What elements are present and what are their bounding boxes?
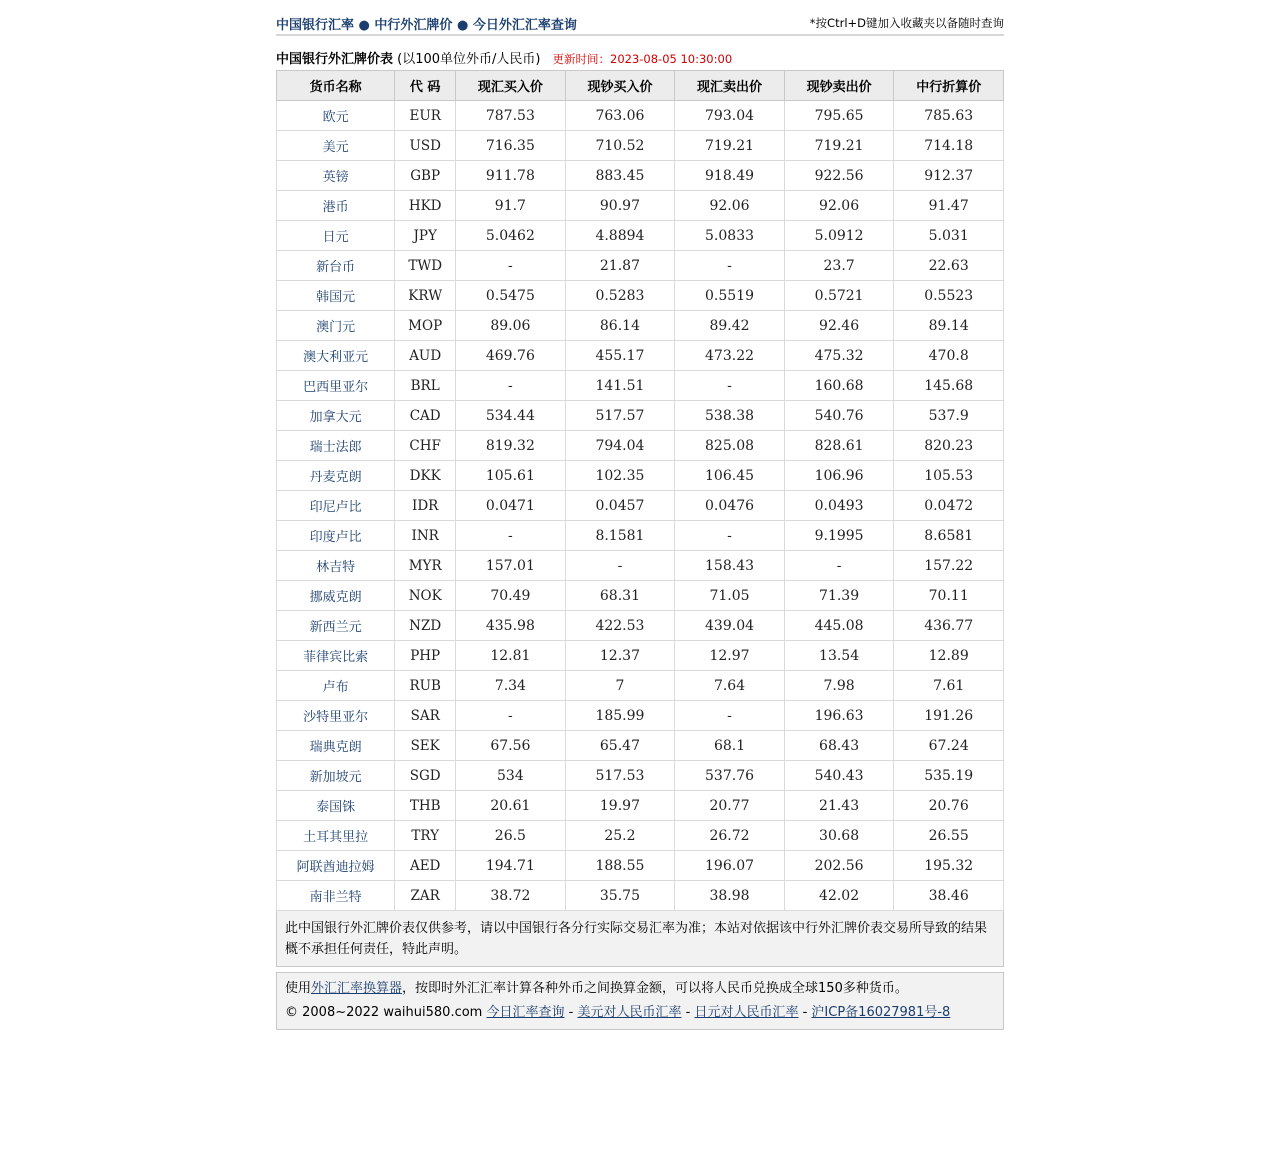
boc-middle-price: 436.77 xyxy=(894,611,1004,641)
cash-sell-price: - xyxy=(784,551,894,581)
header-cash-buy: 现钞买入价 xyxy=(565,71,675,101)
boc-middle-price: 785.63 xyxy=(894,101,1004,131)
cash-buy-price: - xyxy=(565,551,675,581)
boc-middle-price: 70.11 xyxy=(894,581,1004,611)
table-row xyxy=(277,221,1004,251)
cash-sell-price: 719.21 xyxy=(784,131,894,161)
currency-name-link[interactable]: 港币 xyxy=(277,191,395,221)
currency-code: SGD xyxy=(395,761,456,791)
cash-sell-price: 196.63 xyxy=(784,701,894,731)
currency-code: MYR xyxy=(395,551,456,581)
cash-sell-price: 68.43 xyxy=(784,731,894,761)
currency-code: BRL xyxy=(395,371,456,401)
spot-buy-price: 534.44 xyxy=(456,401,566,431)
table-row xyxy=(277,671,1004,701)
table-row xyxy=(277,131,1004,161)
table-row xyxy=(277,761,1004,791)
spot-sell-price: 196.07 xyxy=(675,851,785,881)
spot-sell-price: 71.05 xyxy=(675,581,785,611)
currency-name-link[interactable]: 阿联酋迪拉姆 xyxy=(277,851,395,881)
cash-buy-price: 35.75 xyxy=(565,881,675,911)
currency-code: SAR xyxy=(395,701,456,731)
table-header-row xyxy=(277,71,1004,101)
link-sep: - xyxy=(681,1005,695,1020)
cash-buy-price: 141.51 xyxy=(565,371,675,401)
table-row xyxy=(277,551,1004,581)
header-currency-name: 货币名称 xyxy=(277,71,395,101)
spot-buy-price: 26.5 xyxy=(456,821,566,851)
currency-name-link[interactable]: 瑞士法郎 xyxy=(277,431,395,461)
link-icp[interactable]: 沪ICP备16027981号-8 xyxy=(811,1005,951,1020)
table-row xyxy=(277,281,1004,311)
table-row xyxy=(277,251,1004,281)
boc-middle-price: 714.18 xyxy=(894,131,1004,161)
currency-name-link[interactable]: 土耳其里拉 xyxy=(277,821,395,851)
header-boc-middle: 中行折算价 xyxy=(894,71,1004,101)
cash-buy-price: 65.47 xyxy=(565,731,675,761)
spot-sell-price: 918.49 xyxy=(675,161,785,191)
spot-sell-price: 0.0476 xyxy=(675,491,785,521)
cash-sell-price: 160.68 xyxy=(784,371,894,401)
currency-name-link[interactable]: 加拿大元 xyxy=(277,401,395,431)
cash-buy-price: 25.2 xyxy=(565,821,675,851)
table-title: 中国银行外汇牌价表 xyxy=(276,52,394,67)
header-cash-sell: 现钞卖出价 xyxy=(784,71,894,101)
spot-buy-price: 469.76 xyxy=(456,341,566,371)
footer xyxy=(276,972,1004,1030)
boc-middle-price: 67.24 xyxy=(894,731,1004,761)
boc-middle-price: 535.19 xyxy=(894,761,1004,791)
boc-middle-price: 26.55 xyxy=(894,821,1004,851)
cash-sell-price: 21.43 xyxy=(784,791,894,821)
spot-sell-price: 38.98 xyxy=(675,881,785,911)
cash-sell-price: 13.54 xyxy=(784,641,894,671)
boc-middle-price: 91.47 xyxy=(894,191,1004,221)
spot-buy-price: 38.72 xyxy=(456,881,566,911)
currency-name-link[interactable]: 欧元 xyxy=(277,101,395,131)
spot-buy-price: 7.34 xyxy=(456,671,566,701)
currency-name-link[interactable]: 卢布 xyxy=(277,671,395,701)
link-usd-cny[interactable]: 美元对人民币汇率 xyxy=(577,1005,682,1020)
spot-buy-price: 67.56 xyxy=(456,731,566,761)
table-row xyxy=(277,521,1004,551)
bullet-icon: ● xyxy=(358,18,370,33)
footer-prefix: 使用 xyxy=(285,981,312,996)
boc-middle-price: 912.37 xyxy=(894,161,1004,191)
currency-code: THB xyxy=(395,791,456,821)
cash-buy-price: 422.53 xyxy=(565,611,675,641)
currency-name-link[interactable]: 菲律宾比索 xyxy=(277,641,395,671)
header-spot-sell: 现汇卖出价 xyxy=(675,71,785,101)
currency-code: MOP xyxy=(395,311,456,341)
boc-middle-price: 12.89 xyxy=(894,641,1004,671)
spot-buy-price: - xyxy=(456,701,566,731)
spot-buy-price: 534 xyxy=(456,761,566,791)
spot-sell-price: 92.06 xyxy=(675,191,785,221)
currency-name-link[interactable]: 林吉特 xyxy=(277,551,395,581)
table-row xyxy=(277,101,1004,131)
disclaimer: 此中国银行外汇牌价表仅供参考，请以中国银行各分行实际交易汇率为准；本站对依据该中行外汇牌价表交易所导致的结果概不承担任何责任，特此声明。 xyxy=(276,911,1004,967)
spot-sell-price: 26.72 xyxy=(675,821,785,851)
table-row xyxy=(277,881,1004,911)
cash-buy-price: 19.97 xyxy=(565,791,675,821)
spot-sell-price: 473.22 xyxy=(675,341,785,371)
currency-name-link[interactable]: 瑞典克朗 xyxy=(277,731,395,761)
boc-middle-price: 0.5523 xyxy=(894,281,1004,311)
spot-sell-price: 719.21 xyxy=(675,131,785,161)
cash-sell-price: 540.76 xyxy=(784,401,894,431)
spot-sell-price: 537.76 xyxy=(675,761,785,791)
table-row xyxy=(277,341,1004,371)
cash-buy-price: 517.57 xyxy=(565,401,675,431)
boc-middle-price: 0.0472 xyxy=(894,491,1004,521)
cash-sell-price: 0.0493 xyxy=(784,491,894,521)
link-jpy-cny[interactable]: 日元对人民币汇率 xyxy=(694,1005,799,1020)
table-row xyxy=(277,311,1004,341)
table-row xyxy=(277,641,1004,671)
table-row xyxy=(277,611,1004,641)
bookmark-tip: *按Ctrl+D键加入收藏夹以备随时查询 xyxy=(809,16,1004,30)
rates-table xyxy=(276,70,1004,911)
cash-buy-price: 188.55 xyxy=(565,851,675,881)
footer-suffix: ，按即时外汇汇率计算各种外币之间换算金额，可以将人民币兑换成全球150多种货币。 xyxy=(402,981,908,996)
currency-code: NZD xyxy=(395,611,456,641)
spot-buy-price: 716.35 xyxy=(456,131,566,161)
spot-buy-price: 787.53 xyxy=(456,101,566,131)
currency-name-link[interactable]: 英镑 xyxy=(277,161,395,191)
cash-buy-price: 455.17 xyxy=(565,341,675,371)
cash-buy-price: 517.53 xyxy=(565,761,675,791)
currency-code: EUR xyxy=(395,101,456,131)
cash-sell-price: 202.56 xyxy=(784,851,894,881)
currency-name-link[interactable]: 韩国元 xyxy=(277,281,395,311)
currency-name-link[interactable]: 印尼卢比 xyxy=(277,491,395,521)
spot-sell-price: 12.97 xyxy=(675,641,785,671)
table-row xyxy=(277,491,1004,521)
spot-buy-price: 194.71 xyxy=(456,851,566,881)
table-row xyxy=(277,431,1004,461)
currency-name-link[interactable]: 巴西里亚尔 xyxy=(277,371,395,401)
spot-buy-price: 70.49 xyxy=(456,581,566,611)
spot-buy-price: 0.5475 xyxy=(456,281,566,311)
currency-name-link[interactable]: 挪威克朗 xyxy=(277,581,395,611)
table-row xyxy=(277,581,1004,611)
footer-line-converter xyxy=(285,977,995,1001)
footer-line-links xyxy=(285,1001,995,1025)
spot-sell-price: - xyxy=(675,701,785,731)
currency-code: TRY xyxy=(395,821,456,851)
boc-middle-price: 820.23 xyxy=(894,431,1004,461)
currency-code: ZAR xyxy=(395,881,456,911)
currency-code: SEK xyxy=(395,731,456,761)
currency-code: AED xyxy=(395,851,456,881)
cash-buy-price: 794.04 xyxy=(565,431,675,461)
cash-buy-price: 68.31 xyxy=(565,581,675,611)
spot-buy-price: - xyxy=(456,371,566,401)
currency-name-link[interactable]: 澳门元 xyxy=(277,311,395,341)
table-row xyxy=(277,461,1004,491)
currency-code: HKD xyxy=(395,191,456,221)
spot-sell-price: 538.38 xyxy=(675,401,785,431)
spot-sell-price: - xyxy=(675,521,785,551)
cash-sell-price: 922.56 xyxy=(784,161,894,191)
cash-buy-price: 90.97 xyxy=(565,191,675,221)
boc-middle-price: 7.61 xyxy=(894,671,1004,701)
table-row xyxy=(277,161,1004,191)
spot-buy-price: 157.01 xyxy=(456,551,566,581)
cash-sell-price: 540.43 xyxy=(784,761,894,791)
link-today-rates[interactable]: 今日汇率查询 xyxy=(486,1005,565,1020)
boc-middle-price: 5.031 xyxy=(894,221,1004,251)
currency-name-link[interactable]: 新台币 xyxy=(277,251,395,281)
cash-sell-price: 795.65 xyxy=(784,101,894,131)
table-caption xyxy=(276,48,1004,70)
cash-sell-price: 9.1995 xyxy=(784,521,894,551)
cash-sell-price: 828.61 xyxy=(784,431,894,461)
cash-buy-price: 883.45 xyxy=(565,161,675,191)
table-row xyxy=(277,701,1004,731)
cash-sell-price: 445.08 xyxy=(784,611,894,641)
cash-buy-price: 7 xyxy=(565,671,675,701)
page-container xyxy=(276,0,1004,1030)
table-row xyxy=(277,791,1004,821)
table-row xyxy=(277,821,1004,851)
link-sep: - xyxy=(564,1005,578,1020)
spot-sell-price: 793.04 xyxy=(675,101,785,131)
boc-middle-price: 8.6581 xyxy=(894,521,1004,551)
cash-buy-price: 0.5283 xyxy=(565,281,675,311)
cash-sell-price: 475.32 xyxy=(784,341,894,371)
currency-name-link[interactable]: 新加坡元 xyxy=(277,761,395,791)
currency-code: KRW xyxy=(395,281,456,311)
cash-sell-price: 92.06 xyxy=(784,191,894,221)
spot-buy-price: - xyxy=(456,521,566,551)
table-row xyxy=(277,371,1004,401)
cash-sell-price: 5.0912 xyxy=(784,221,894,251)
spot-sell-price: 68.1 xyxy=(675,731,785,761)
currency-name-link[interactable]: 南非兰特 xyxy=(277,881,395,911)
currency-name-link[interactable]: 沙特里亚尔 xyxy=(277,701,395,731)
spot-sell-price: 825.08 xyxy=(675,431,785,461)
spot-sell-price: 158.43 xyxy=(675,551,785,581)
currency-name-link[interactable]: 日元 xyxy=(277,221,395,251)
currency-name-link[interactable]: 美元 xyxy=(277,131,395,161)
boc-middle-price: 89.14 xyxy=(894,311,1004,341)
rates-table-body xyxy=(277,101,1004,911)
currency-name-link[interactable]: 新西兰元 xyxy=(277,611,395,641)
spot-sell-price: 439.04 xyxy=(675,611,785,641)
currency-name-link[interactable]: 泰国铢 xyxy=(277,791,395,821)
boc-middle-price: 145.68 xyxy=(894,371,1004,401)
copyright: © 2008~2022 waihui580.com xyxy=(285,1005,487,1020)
currency-code: CHF xyxy=(395,431,456,461)
boc-middle-price: 157.22 xyxy=(894,551,1004,581)
cash-buy-price: 4.8894 xyxy=(565,221,675,251)
currency-code: NOK xyxy=(395,581,456,611)
spot-sell-price: 0.5519 xyxy=(675,281,785,311)
link-sep: - xyxy=(798,1005,812,1020)
spot-buy-price: 819.32 xyxy=(456,431,566,461)
boc-middle-price: 191.26 xyxy=(894,701,1004,731)
spot-sell-price: 89.42 xyxy=(675,311,785,341)
cash-sell-price: 7.98 xyxy=(784,671,894,701)
spot-buy-price: 5.0462 xyxy=(456,221,566,251)
spot-sell-price: 5.0833 xyxy=(675,221,785,251)
currency-code: AUD xyxy=(395,341,456,371)
spot-sell-price: - xyxy=(675,251,785,281)
cash-buy-price: 763.06 xyxy=(565,101,675,131)
spot-buy-price: 435.98 xyxy=(456,611,566,641)
spot-buy-price: 105.61 xyxy=(456,461,566,491)
currency-code: CAD xyxy=(395,401,456,431)
spot-sell-price: 20.77 xyxy=(675,791,785,821)
spot-buy-price: - xyxy=(456,251,566,281)
title-link-boc-quotes[interactable]: 中行外汇牌价 xyxy=(374,18,453,33)
cash-buy-price: 21.87 xyxy=(565,251,675,281)
cash-sell-price: 106.96 xyxy=(784,461,894,491)
cash-buy-price: 8.1581 xyxy=(565,521,675,551)
currency-name-link[interactable]: 澳大利亚元 xyxy=(277,341,395,371)
cash-buy-price: 12.37 xyxy=(565,641,675,671)
cash-buy-price: 710.52 xyxy=(565,131,675,161)
spot-buy-price: 0.0471 xyxy=(456,491,566,521)
title-link-today-rates[interactable]: 今日外汇汇率查询 xyxy=(472,18,577,33)
update-time: 更新时间：2023-08-05 10:30:00 xyxy=(552,52,733,66)
header-spot-buy: 现汇买入价 xyxy=(456,71,566,101)
cash-sell-price: 0.5721 xyxy=(784,281,894,311)
cash-buy-price: 0.0457 xyxy=(565,491,675,521)
boc-middle-price: 470.8 xyxy=(894,341,1004,371)
cash-sell-price: 30.68 xyxy=(784,821,894,851)
converter-link[interactable]: 外汇汇率换算器 xyxy=(311,981,403,996)
currency-code: PHP xyxy=(395,641,456,671)
table-row xyxy=(277,731,1004,761)
cash-sell-price: 71.39 xyxy=(784,581,894,611)
currency-code: RUB xyxy=(395,671,456,701)
currency-code: IDR xyxy=(395,491,456,521)
table-row xyxy=(277,401,1004,431)
bullet-icon: ● xyxy=(456,18,469,33)
title-link-boc-rates[interactable]: 中国银行汇率 xyxy=(276,18,355,33)
spot-buy-price: 12.81 xyxy=(456,641,566,671)
spot-sell-price: 106.45 xyxy=(675,461,785,491)
table-row xyxy=(277,191,1004,221)
cash-sell-price: 42.02 xyxy=(784,881,894,911)
table-row xyxy=(277,851,1004,881)
cash-buy-price: 102.35 xyxy=(565,461,675,491)
spot-sell-price: - xyxy=(675,371,785,401)
boc-middle-price: 20.76 xyxy=(894,791,1004,821)
spot-buy-price: 89.06 xyxy=(456,311,566,341)
currency-code: JPY xyxy=(395,221,456,251)
currency-code: GBP xyxy=(395,161,456,191)
currency-code: USD xyxy=(395,131,456,161)
boc-middle-price: 195.32 xyxy=(894,851,1004,881)
currency-name-link[interactable]: 丹麦克朗 xyxy=(277,461,395,491)
currency-name-link[interactable]: 印度卢比 xyxy=(277,521,395,551)
spot-buy-price: 91.7 xyxy=(456,191,566,221)
boc-middle-price: 38.46 xyxy=(894,881,1004,911)
top-bar xyxy=(276,0,1004,36)
cash-sell-price: 92.46 xyxy=(784,311,894,341)
site-title xyxy=(276,14,577,33)
boc-middle-price: 105.53 xyxy=(894,461,1004,491)
spot-buy-price: 911.78 xyxy=(456,161,566,191)
spot-sell-price: 7.64 xyxy=(675,671,785,701)
currency-code: TWD xyxy=(395,251,456,281)
cash-buy-price: 86.14 xyxy=(565,311,675,341)
spot-buy-price: 20.61 xyxy=(456,791,566,821)
table-unit: (以100单位外币/人民币) xyxy=(393,52,541,67)
boc-middle-price: 22.63 xyxy=(894,251,1004,281)
boc-middle-price: 537.9 xyxy=(894,401,1004,431)
currency-code: INR xyxy=(395,521,456,551)
cash-buy-price: 185.99 xyxy=(565,701,675,731)
cash-sell-price: 23.7 xyxy=(784,251,894,281)
currency-code: DKK xyxy=(395,461,456,491)
header-code: 代 码 xyxy=(395,71,456,101)
